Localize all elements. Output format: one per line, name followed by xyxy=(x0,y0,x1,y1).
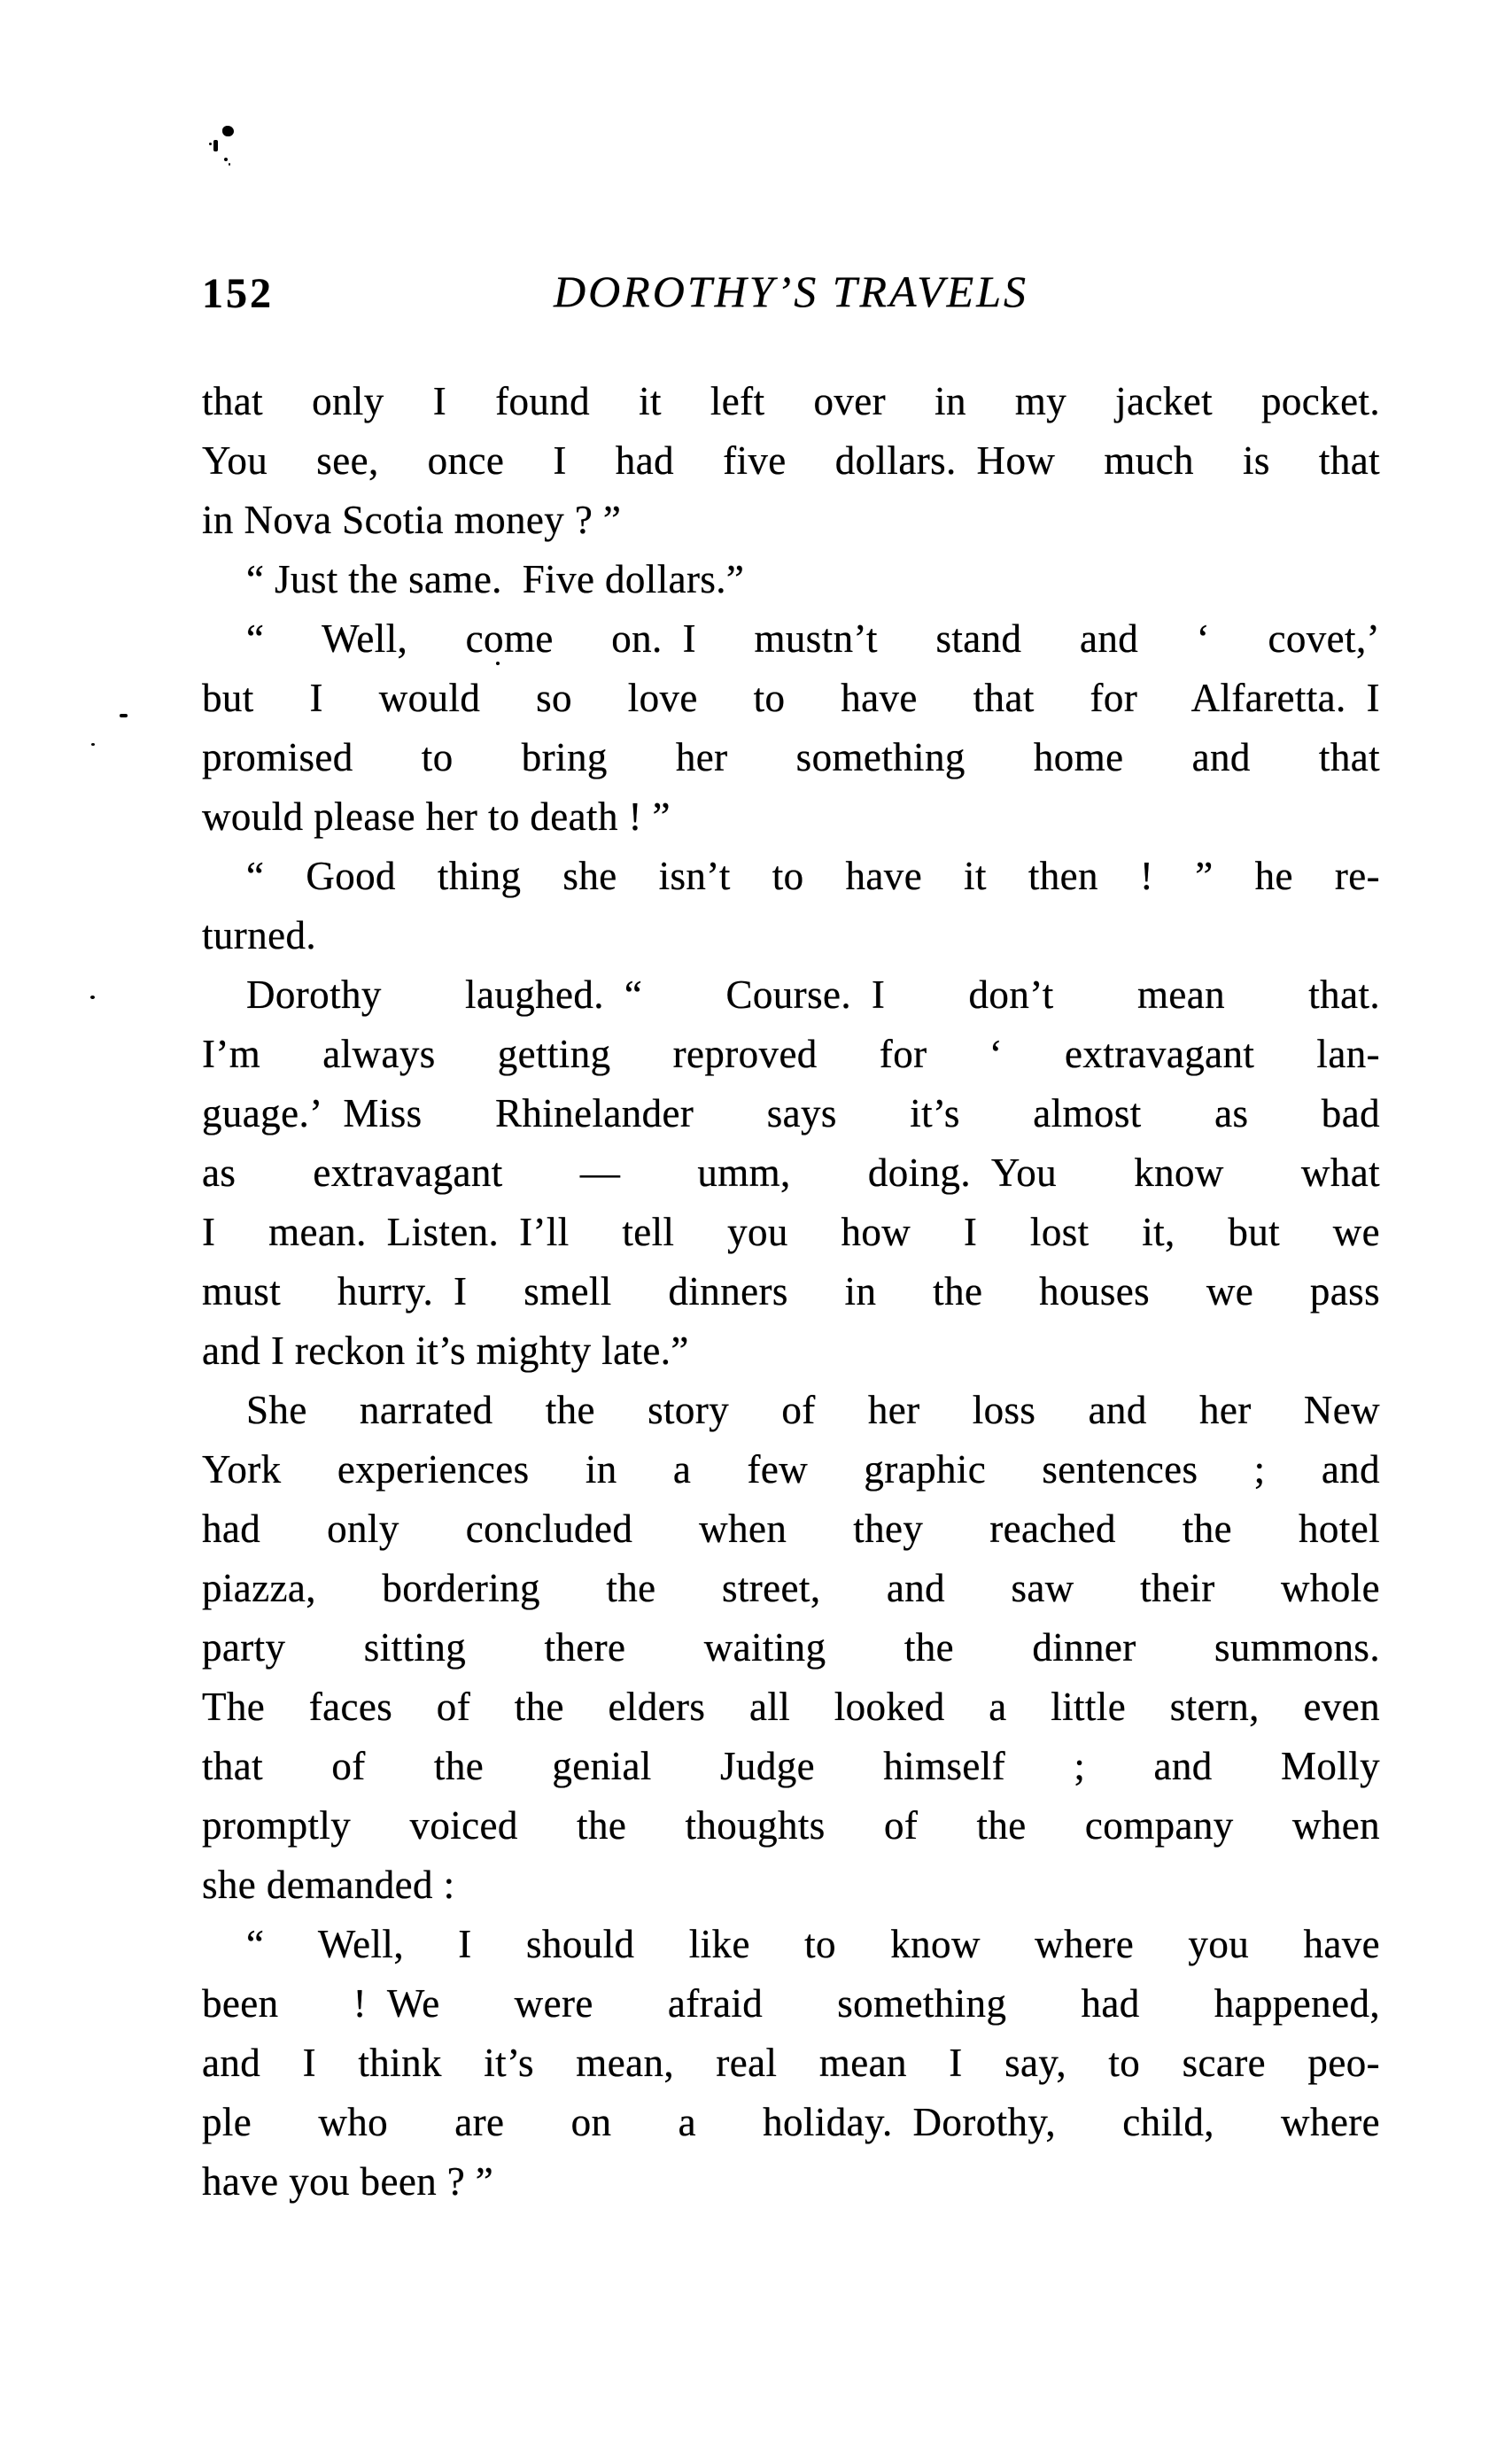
text-line: had only concluded when they reached the hotel xyxy=(202,1507,1380,1551)
text-line: piazza, bordering the street, and saw their whole xyxy=(202,1566,1380,1610)
text-line: party sitting there waiting the dinner summons. xyxy=(202,1625,1380,1670)
text-line: promised to bring her something home and that xyxy=(202,735,1380,779)
text-line: that only I found it left over in my jacket pocket. xyxy=(202,379,1380,423)
ink-speck xyxy=(222,126,234,136)
text-line: in Nova Scotia money ? ” xyxy=(202,498,622,542)
text-line: turned. xyxy=(202,913,317,957)
running-header xyxy=(202,266,1380,319)
text-line: guage.’ Miss Rhinelander says it’s almost as bad xyxy=(202,1091,1380,1135)
body-text xyxy=(202,372,1380,2212)
text-line: ple who are on a holiday. Dorothy, child, where xyxy=(202,2100,1380,2144)
text-line: I mean. Listen. I’ll tell you how I lost it, but we xyxy=(202,1210,1380,1254)
text-line: that of the genial Judge himself ; and Molly xyxy=(202,1744,1380,1788)
text-line: “ Well, I should like to know where you have xyxy=(246,1922,1380,1966)
ink-speck xyxy=(209,143,212,145)
text-line: she demanded : xyxy=(202,1863,455,1907)
text-line: The faces of the elders all looked a little stern, even xyxy=(202,1685,1380,1729)
ink-speck xyxy=(213,140,218,151)
text-line: must hurry. I smell dinners in the houses we pass xyxy=(202,1269,1380,1313)
text-line: and I reckon it’s mighty late.” xyxy=(202,1329,689,1373)
text-line: “ Good thing she isn’t to have it then ! ” he re- xyxy=(246,854,1380,898)
text-line: York experiences in a few graphic sentences ; and xyxy=(202,1447,1380,1492)
text-line: She narrated the story of her loss and her New xyxy=(246,1388,1380,1432)
ink-speck xyxy=(120,714,128,717)
ink-speck xyxy=(229,163,230,166)
text-line: been ! We were afraid something had happened, xyxy=(202,1981,1380,2026)
text-line: but I would so love to have that for Alfaretta. I xyxy=(202,676,1380,720)
page-number: 152 xyxy=(202,270,274,317)
text-line: and I think it’s mean, real mean I say, to scare peo- xyxy=(202,2041,1380,2085)
running-title: DOROTHY’S TRAVELS xyxy=(553,267,1029,316)
text-line: I’m always getting reproved for ‘ extravagant lan- xyxy=(202,1032,1380,1076)
text-line: Dorothy laughed. “ Course. I don’t mean that. xyxy=(246,972,1380,1017)
text-line: as extravagant — umm, doing. You know what xyxy=(202,1151,1380,1195)
ink-speck xyxy=(224,158,228,161)
ink-speck xyxy=(90,996,95,999)
text-line: have you been ? ” xyxy=(202,2159,494,2204)
ink-speck xyxy=(91,743,95,746)
text-line: would please her to death ! ” xyxy=(202,794,671,839)
text-line: promptly voiced the thoughts of the company when xyxy=(202,1803,1380,1848)
text-line: “ Well, come on. I mustn’t stand and ‘ covet,’ xyxy=(246,616,1380,661)
text-line: “ Just the same. Five dollars.” xyxy=(246,557,745,601)
text-line: You see, once I had five dollars. How much is that xyxy=(202,438,1380,483)
